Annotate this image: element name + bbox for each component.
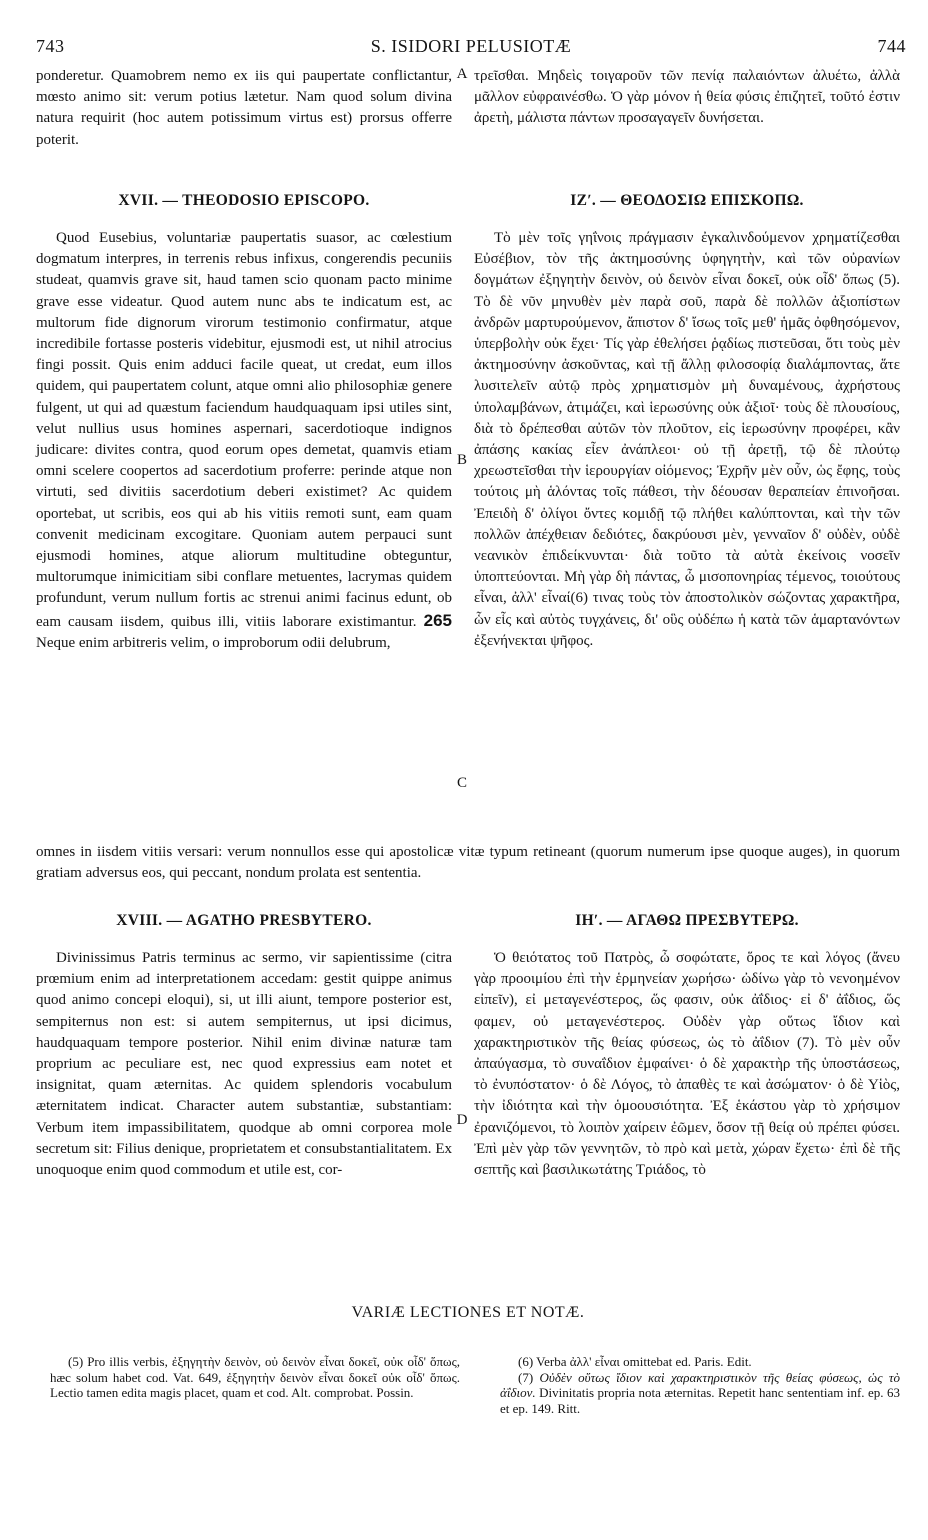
notes-6-7: [500, 1354, 900, 1416]
margin-letter-b: B: [456, 452, 467, 468]
section-18-greek-text: Ὁ θειότατος τοῦ Πατρὸς, ὦ σοφώτατε, ὅρος τε καὶ λόγος (ἄνευ γὰρ προοιμίου ἐπὶ τὴν ἑρμηνείαν χωρήσω· ὠδίνω γὰρ τὸ νενοημένον εἰπεῖν), εἰ μεταγενέστερος, ὥς φασιν, οὐκ ἀΐδιος· εἰ δ' ἀΐδιος, ὥς φαμεν, οὐ μεταγενέστερος. Οὐδὲν γὰρ οὕτως ἴδιον καὶ χαρακτηριστικὸν τῆς θείας φύσεως, ὡς τὸ ἀΐδιον (7). Τὸ μὲν οὖν ἀπαύγασμα, τὸ συναΐδιον ἐμφαίνει· ὁ δὲ χαρακτὴρ τῆς ὑποστάσεως, τὸ ἐνυπόστατον· ὁ δὲ Λόγος, τὸ ἀπαθὲς τε καὶ ἀσώματον· ὁ δὲ Υἱὸς, τὴν ἰδιότητα καὶ τὴν ὁμοουσιότητα. Ἐξ ἑκάστου γὰρ τὸ χρήσιμον ἐρανιζόμενοι, τὸ λοιπὸν χαίρειν ἐῶμεν, ὅσον τῇ θείᾳ οὐ πρέπει φύσει. Ἐπὶ μὲν γὰρ τῶν γεννητῶν, τὸ πρὸ καὶ μετὰ, χώραν ἔχετω· ἐπὶ δὲ τῆς σεπτῆς καὶ βασιλικωτάτης Τριάδος, τὸ: [474, 950, 900, 1179]
margin-letter-a: A: [456, 66, 468, 82]
section-18-title-greek: ΙΗʹ. — ΑΓΑΘΩ ΠΡΕΣΒΥΤΕΡΩ.: [575, 912, 799, 929]
note-7: (7) Οὐδὲν οὕτως ἴδιον καὶ χαρακτηριστικὸν τῆς θείας φύσεως, ὡς τὸ ἀΐδιον. Divinitatis propria nota æternitas. Repetit hanc sententiam inf. ep. 63 et ep. 149. Ritt.: [500, 1369, 901, 1416]
notes-title: VARIÆ LECTIONES ET NOTÆ.: [351, 1304, 585, 1321]
section-18-latin-text: Divinissimus Patris terminus ac sermo, vir sapientissime (citra prœmium enim ad interpretationem accedam: gestit quippe animus quod animo concepi eloqui), si, ut illi aiunt, tempore posterior est, sempiternus non est: si autem sempiternus, ut ipsi dicimus, haudquaquam tempore posterior. Nihil enim divinæ naturæ tam proprium ac peculiare est, nec quod expressius eam notet et insignitat, quam æternitas. Ac quidem splendoris vocabulum æternitatem indicat. Character autem substantiæ, substantiam: Verbum item impassibilitatem, quodque ab omni corporea mole secretum sit: Filius denique, proprietatem et consubstantialitatem. Ex unoquoque enim quod commodum et utile est, cor-: [36, 950, 452, 1179]
page-number-left: 743: [36, 36, 65, 56]
section-17-latin-part1: Quod Eusebius, voluntariæ paupertatis suasor, ac cœlestium dogmatum interpres, in terrenis rebus infixus, congerendis pecuniis studeat, quamvis grave sit, haud tamen scio quonam pacto minime grave esse videatur. Quod autem nunc abs te indicatum est, ac multorum fide dignorum virorum testimonio confirmatur, atque incredibile fortasse posteris videbitur, ejusmodi est, ut nihil atrocius fingi possit. Quis enim adduci facile queat, ut credat, eum illos quidem, qui paupertatem colunt, atque omni alio philosophiæ genere fulgent, ut qui ad quæstum faciendum haudquaquam ipsi utiles sint, velut nullius usus homines aspernari, sacerdotioque indignos judicare: divites contra, quod eorum opes demetat, quamvis etiam omni scelere coopertos ad sacerdotium proferre: perinde atque non virtuti, sed divitiis sacerdotium deberi existimet? Ac quidem oportebat, ut scribis, eos qui ab his vitiis remoti sunt, eam quam convenit medicinam excogitare. Quoniam autem perpauci sunt ejusmodi homines, atque aliorum multitudine obteguntur, multorumque inimicitiam sibi conflare metuentes, lacrymas quidem profundunt, verum nullum fortis ac strenui animi facinus edunt, ob eam causam iisdem, quibus illi, vitiis laborare existimantur.: [36, 230, 452, 630]
page-header: [36, 36, 906, 60]
column-number: 265: [423, 610, 452, 630]
section-17-title-latin: XVII. — THEODOSIO EPISCOPO.: [118, 192, 370, 209]
page-number-right: 744: [877, 36, 906, 56]
margin-letter-d: D: [456, 1112, 468, 1128]
note-6: (6) Verba ἀλλ' εἶναι omittebat ed. Paris. Edit.: [518, 1354, 752, 1369]
section-17-greek-text: Τὸ μὲν τοῖς γηΐνοις πράγμασιν ἐγκαλινδούμενον χρηματίζεσθαι Εὐσέβιον, τὸν τῆς ἀκτημοσύνης ὑφηγητὴν, καὶ τῶν οὐρανίων δογμάτων ἐξηγητὴν δεινὸν, οὐ δεινὸν εἶναι δοκεῖ, οὐκ οἶδ' ὅπως (5). Τὸ δὲ νῦν μηνυθὲν μὲν παρὰ σοῦ, παρὰ δὲ πολλῶν ἀξιοπίστων ἀνδρῶν μαρτυρούμενον, ἄπιστον δ' ἴσως τοῖς μεθ' ἡμᾶς ὀφθησόμενον, ὑπερβολὴν οὐκ ἔχει· Τίς γὰρ ἐθελήσει ῥᾳδίως πιστεῦσαι, ὅτι τοὺς μὲν ἀκτημοσύνην ἀσκοῦντας, καὶ τῇ ἄλλῃ φιλοσοφίᾳ διαλάμποντας, ἅτε λυσιτελεῖν αὐτῷ πρὸς χρηματισμὸν μὴ δυναμένους, ἀχρήστους ὑπολαμβάνων, ἀτιμάζει, καὶ ἱερωσύνης οὐκ ἀξιοῖ· τοὺς δὲ πλουσίους, διὰ τὸ δρέπεσθαι αὐτῶν τὸν πλοῦτον, εἰς ἱερωσύνην προφέρει, κἂν ἀπάσης κακίας εἶεν ἀνάπλεοι· οὐ τῇ ἀρετῇ, τῷ δὲ πλούτῳ χρεωστεῖσθαι τὴν ἱερουργίαν οἰόμενος; Ἐχρῆν μὲν οὖν, ὡς ἔφης, τοὺς τούτοις μὴ ἁλόντας τοῖς πάθεσι, τὴν δέουσαν θεραπείαν ἐπινοῆσαι. Ἐπειδὴ δ' ὀλίγοι ὄντες κομιδῇ τῷ πλήθει καλύπτονται, καὶ τὴν τῶν πολλῶν ἀπέχθειαν δεδιότες, δακρύουσι μὲν, γενναῖον δ' οὐδὲν, οὐδὲ νεανικὸν ἐπιδείκνυνται· διὰ τοῦτο τὰ αὐτὰ ἐκείνοις νοσεῖν ὑποπτεύονται. Μὴ γὰρ δὴ πάντας, ὦ μισοπονηρίας τέμενος, τοιούτους εἶναι, ἀλλ' εἶναί(6) τινας τοὺς τὸν ἀποστολικὸν σώζοντας χαρακτῆρα, ὧν εἷς καὶ αὐτὸς τυγχάνεις, δι' οὓς οὐδέπω ἡ κατὰ τῶν ἁμαρτανόντων ἐξενήνεκται ψῆφος.: [474, 230, 900, 649]
section-17-title-greek: ΙΖʹ. — ΘΕΟΔΟΣΙΩ ΕΠΙΣΚΟΠΩ.: [570, 192, 804, 209]
note-5: (5) Pro illis verbis, ἐξηγητὴν δεινὸν, οὐ δεινὸν εἶναι δοκεῖ, οὐκ οἶδ' ὅπως, hæc solum habet cod. Vat. 649, ἐξηγητὴν δεινὸν εἶναι δοκεῖ οὐκ οἶδ' ὅπως. Lectio tamen edita magis placet, quam et cod. Alt. comprobat. Possin.: [50, 1354, 460, 1401]
section-18-title-latin: XVIII. — AGATHO PRESBYTERO.: [116, 912, 372, 929]
top-latin-continuation: ponderetur. Quamobrem nemo ex iis qui paupertate conflictantur, mœsto animo sit: verum potius lætetur. Nam quod solum divina natura requirit (hoc autem potissimum virtus est) prorsus offerre poterit.: [36, 68, 452, 148]
section-17-latin-text: [36, 228, 452, 654]
margin-letter-c: C: [456, 775, 467, 791]
top-greek-continuation: τρεῖσθαι. Μηδεὶς τοιγαροῦν τῶν πενίᾳ παλαιόντων ἀλυέτω, ἀλλὰ μᾶλλον εὐφραινέσθω. Ὁ γὰρ μόνον ἡ θεία φύσις ἐπιζητεῖ, τοῦτό ἐστιν ἀρετὴ, μάλιστα πάντων προσαγαγεῖν δυνήσεται.: [474, 68, 900, 127]
section-17-latin-conclusion: omnes in iisdem vitiis versari: verum nonnullos esse qui apostolicæ vitæ typum retineant (quorum numerum ipse quoque auges), in quorum gratiam adversus eos, qui peccant, nondum prolata est sententia.: [36, 844, 900, 882]
section-17-latin-part2: Neque enim arbitreris velim, o improborum odii delubrum,: [36, 634, 391, 651]
running-title: S. ISIDORI PELUSIOTÆ: [370, 36, 572, 56]
